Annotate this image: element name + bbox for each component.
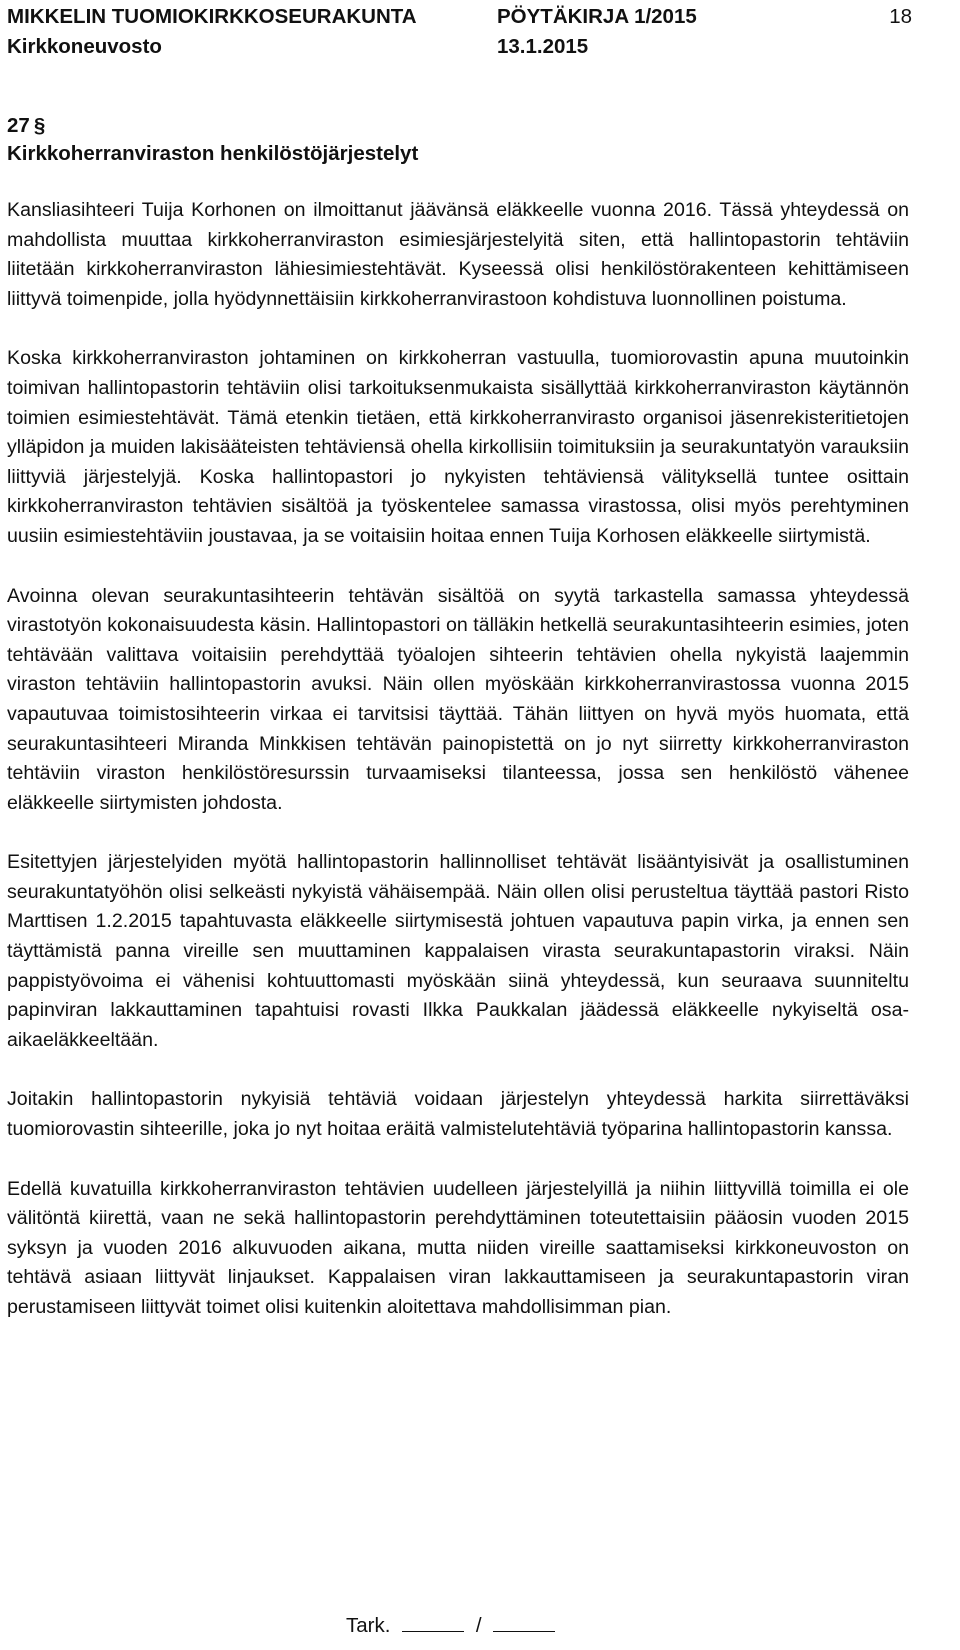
initials-blank-1 <box>402 1613 464 1632</box>
paragraph-6: Edellä kuvatuilla kirkkoherranviraston tehtävien uudelleen järjestelyillä ja niihin liittyvillä toimilla ei ole välitöntä kiirettä, vaan ne sekä hallintopastorin perehdyttäminen toteutettaisiin pääosin vuoden 2015 syksyn ja vuoden 2016 alkuvuoden aikana, mutta niiden vireille saattamiseksi kirkkoneuvoston on tehtävä asiaan liittyvät linjaukset. Kappalaisen viran lakkauttamiseen ja seurakuntapastorin viran perustamiseen liittyvät toimet olisi kuitenkin aloitettava mahdollisimman pian. <box>7 1177 909 1318</box>
paragraph-3: Avoinna olevan seurakuntasihteerin tehtävän sisältöä on syytä tarkastella samassa yhteydessä virastotyön kokonaisuudesta käsin. Hallintopastori on tälläkin hetkellä seurakuntasihteerin esimies, joten tehtävään valittava voitaisiin perehdyttää työalojen sihteerin tehtävien ohella nykyistä laajemmin viraston tehtäviin hallintopastorin avuksi. Näin ollen myöskään kirkkoherranvirastossa vuonna 2015 vapautuvaa toimistosihteerin virkaa ei tarvitsisi täyttää. Tähän liittyen on hyvä myös huomata, että seurakuntasihteeri Miranda Minkkisen tehtävän painopistettä on jo nyt siirretty kirkkoherranviraston tehtäviin viraston henkilöstöresurssin turvaamiseksi tilanteessa, jossa sen henkilöstö vähenee eläkkeelle siirtymisten johdosta. <box>7 584 909 814</box>
review-label: Tark. <box>346 1614 391 1637</box>
initials-separator: / <box>475 1614 482 1637</box>
section-number-value: 27 <box>7 114 30 137</box>
page-header <box>7 2 912 66</box>
paragraph-1: Kansliasihteeri Tuija Korhonen on ilmoittanut jäävänsä eläkkeelle vuonna 2016. Tässä yhteydessä on mahdollista muuttaa kirkkoherranviraston esimiesjärjestelyitä siten, että hallintopastorin tehtäviin liitetään kirkkoherranviraston lähiesimiestehtävät. Kyseessä olisi henkilöstörakenteen kehittämiseen liittyvä toimenpide, jolla hyödynnettäisiin kirkkoherranvirastoon kohdistuva luonnollinen poistuma. <box>7 199 909 310</box>
section-sign: § <box>33 114 46 137</box>
section-title: Kirkkoherranviraston henkilöstöjärjestelyt <box>7 142 419 165</box>
meeting-date: 13.1.2015 <box>497 35 589 58</box>
paragraph-4: Esitettyjen järjestelyiden myötä hallintopastorin hallinnolliset tehtävät lisääntyisivät ja osallistuminen seurakuntatyöhön olisi selkeästi nykyistä vähäisempää. Näin ollen olisi perusteltua täyttää pastori Risto Marttisen 1.2.2015 tapahtuvasta eläkkeelle siirtymisestä johtuen vapautuva papin virka, ja ennen sen täyttämistä panna vireille sen muuttaminen kappalaisen virasta seurakuntapastorin viraksi. Näin pappistyövoima ei vähenisi kohtuuttomasti myöskään siinä yhteydessä, kun seuraava suunniteltu papinviran lakkauttaminen tapahtuisi rovasti Ilkka Paukkalan jäädessä eläkkeelle nykyiseltä osa-aikaeläkkeeltään. <box>7 851 909 1051</box>
document-body <box>7 196 909 1353</box>
document-title: PÖYTÄKIRJA 1/2015 <box>497 5 697 28</box>
initials-blank-2 <box>493 1613 555 1632</box>
organization-name: MIKKELIN TUOMIOKIRKKOSEURAKUNTA <box>7 5 417 28</box>
paragraph-2: Koska kirkkoherranviraston johtaminen on kirkkoherran vastuulla, tuomiorovastin apuna muutoinkin toimivan hallintopastorin tehtäviin olisi tarkoituksenmukaista sisällyttää kirkkoherranviraston käytännön toimien esimiestehtävät. Tämä etenkin tietäen, että kirkkoherranvirasto organisoi jäsenrekisteritietojen ylläpidon ja muiden lakisääteisten tehtäviensä ohella kirkollisiin toimituksiin ja seurakuntatyön varauksiin liittyviä järjestelyjä. Koska hallintopastori jo nykyisten tehtäviensä välityksellä tuntee osittain kirkkoherranviraston tehtävien sisältöä ja työskentelee samassa virastossa, olisi myös perehtyminen uusiin esimiestehtäviin joustavaa, ja se voitaisiin hoitaa ennen Tuija Korhosen eläkkeelle siirtymistä. <box>7 347 909 547</box>
review-signature-line <box>346 1612 561 1640</box>
governing-body: Kirkkoneuvosto <box>7 35 162 58</box>
paragraph-5: Joitakin hallintopastorin nykyisiä tehtäviä voidaan järjestelyn yhteydessä harkita siirrettäväksi tuomiorovastin sihteerille, joka jo nyt hoitaa eräitä valmistelutehtäviä työparina hallintopastorin kanssa. <box>7 1088 909 1141</box>
section-number <box>7 112 45 140</box>
page-number: 18 <box>889 5 912 28</box>
